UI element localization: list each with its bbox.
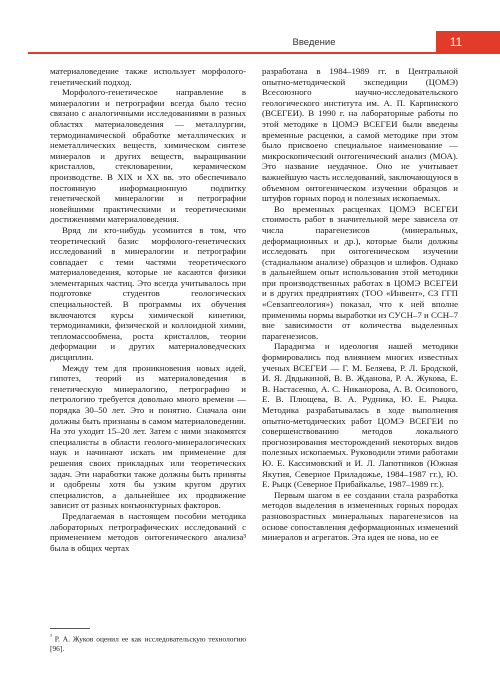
paragraph: материаловедение также использует морфолого-генетический подход.: [50, 66, 246, 87]
paragraph: Предлагаемая в настоящем пособии методика лабораторных петрографических исследований с применением методов онтогенического анализа³ была в общих чертах: [50, 510, 246, 553]
paragraph: Морфолого-генетическое направление в минералогии и петрографии всегда было тесно связано с аналогичными исследованиями в разных областях материаловедения — металлургии, термодинамической обработке металлических и неметаллических веществ, химическом синтезе минералов и других веществ, выращивании кристаллов, стекловарении, керамическом производстве. В XIX и XX вв. это обеспечивало постоянную информационную подпитку генетической минералогии и петрографии новейшими практическими и теоретическими достижениями материаловедения.: [50, 87, 246, 225]
footnote: [50, 633, 246, 653]
footnote-rule: [50, 628, 90, 629]
paragraph: Между тем для проникновения новых идей, гипотез, теорий из материаловедения в генетическую минералогию, петрографию и петрологию требуется довольно много времени — порядка 30–50 лет. Это и понятно. Сначала они должны быть признаны в самом материаловедении. На это уходит 15–20 лет. Затем с ними знакомятся специалисты в области геолого-минералогических наук и начинают искать им применение для решения своих прикладных или теоретических задач. Эти наработки также должны быть приняты и одобрены хотя бы узким кругом других специалистов, а дальнейшее их продвижение зависит от разных конъюнктурных факторов.: [50, 362, 246, 511]
paragraph: Во временных расценках ЦОМЭ ВСЕГЕИ стоимость работ в значительной мере зависела от числа парагенезисов (минеральных, деформационных и др.), которые были должны исследовать при онтогеническом изучении (стадиальном анализе) образцов и шлифов. Однако в дальнейшем опыт использования этой методики при производственных работах в ЦОМЭ ВСЕГЕИ и в других предприятиях (ТОО «Инвент», СЗ ГГП «Севзапгеология») показал, что к ней вполне применимы нормы выработки из СУСН–7 и ССН–7 вне зависимости от количества выделенных парагенезисов.: [262, 203, 458, 341]
page-number: 11: [449, 35, 463, 49]
paragraph: Вряд ли кто-нибудь усомнится в том, что теоретический базис морфолого-генетических исследований в минералогии и петрографии совпадает с теми частями теоретического материаловедения, которые не касаются физики элементарных частиц. Это всегда учитывалось при подготовке студентов геологических специальностей. В программы их обучения включаются курсы химической кинетики, термодинамики, физической и коллоидной химии, тепломассообмена, роста кристаллов, теории деформации и других материаловедческих дисциплин.: [50, 224, 246, 363]
right-column: [262, 66, 458, 543]
paragraph: разработана в 1984–1989 гг. в Центральной опытно-методической экспедиции (ЦОМЭ) Всесоюзного научно-исследовательского геологического института им. А. П. Карпинского (ВСЕГЕИ). В 1990 г. на лабораторные работы по этой методике в ЦОМЭ ВСЕГЕИ были введены временные расценки, а самой методике при этом было присвоено специальное наименование — микроскопический онтогенический анализ (МОА). Это название неудачное. Оно не учитывает важнейшую часть исследований, заключающуюся в объемном онтогеническом изучении образцов и штуфов горных пород и полезных ископаемых.: [262, 66, 458, 204]
left-column: [50, 66, 246, 553]
footnote-mark: ³: [50, 634, 52, 640]
paragraph: Первым шагом в ее создании стала разработка методов выделения в измененных горных породах разновозрастных минеральных парагенезисов на основе сопоставления деформационных изменений минералов и агрегатов. Эта идея не нова, но ее: [262, 489, 458, 543]
paragraph: Парадигма и идеология нашей методики формировались под влиянием многих известных ученых ВСЕГЕИ — Г. М. Беляева, Р. Л. Бродской, И. Я. Двдыкиной, В. В. Жданова, Р. А. Жукова, Е. В. Настасенко, А. С. Никанорова, А. В. Осипового, Е. В. Плющева, В. А. Рудника, Ю. Е. Рыцка. Методика разрабатывалась в ходе выполнения опытно-методических работ ЦОМЭ ВСЕГЕИ по совершенствованию методов локального прогнозирования месторождений некоторых видов полезных ископаемых. Руководили этими работами Ю. Е. Кассимовский и И. Л. Лапотников (Южная Якутия, Северное Приладожье, 1984–1987 гг.), Ю. Е. Рыцк (Северное Прибайкалье, 1987–1989 гг.).: [262, 341, 458, 490]
page-header: [0, 0, 500, 60]
header-rule: [28, 52, 436, 54]
running-head-title: Введение: [292, 37, 336, 48]
footnote-text: Р. А. Жуков оценил ее как исследовательскую технологию [96].: [50, 634, 246, 653]
